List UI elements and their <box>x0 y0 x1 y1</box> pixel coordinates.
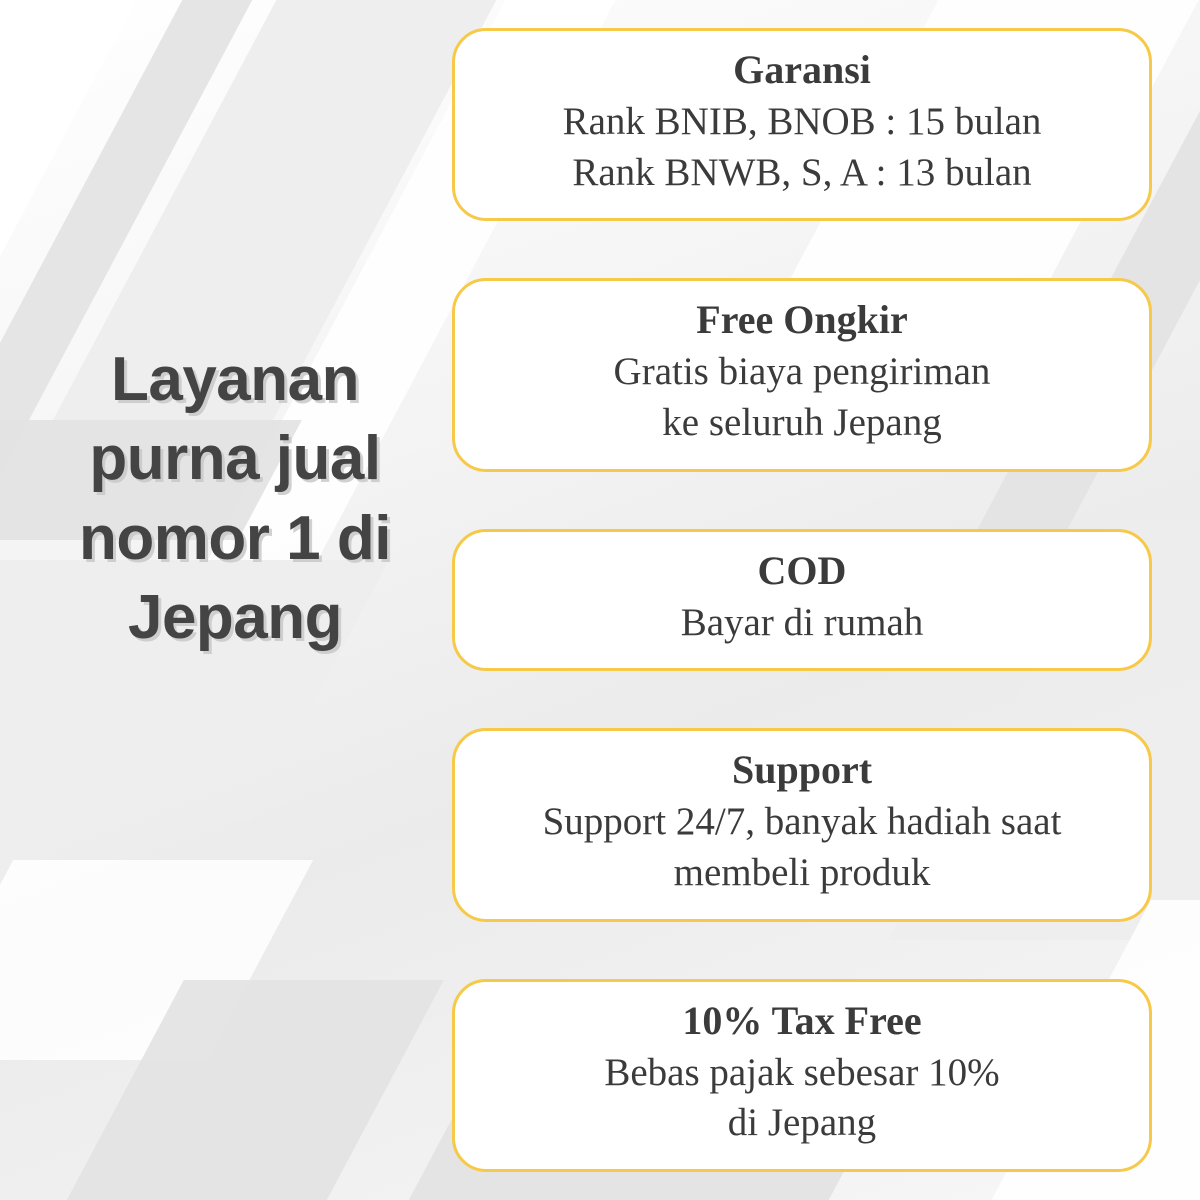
benefit-card-list <box>452 0 1152 1200</box>
card-body <box>481 347 1123 448</box>
card-body-line: Gratis biaya pengiriman <box>613 350 991 394</box>
benefit-card-tax-free <box>452 979 1152 1172</box>
card-body <box>481 97 1123 198</box>
benefit-card-support <box>452 728 1152 921</box>
card-body-line: Rank BNWB, S, A : 13 bulan <box>572 150 1032 194</box>
card-title: Garansi <box>733 47 871 92</box>
card-body-line: di Jepang <box>727 1101 877 1145</box>
card-body-line: Support 24/7, banyak hadiah saat <box>542 800 1062 844</box>
card-body-line: membeli produk <box>673 850 931 894</box>
card-body-line: Bebas pajak sebesar 10% <box>604 1050 1000 1094</box>
card-body-line: Rank BNIB, BNOB : 15 bulan <box>562 100 1042 143</box>
benefit-card-cod <box>452 529 1152 672</box>
card-body-line: Bayar di rumah <box>680 600 924 644</box>
card-body <box>481 598 1123 649</box>
card-body <box>481 1048 1123 1149</box>
card-body-line: ke seluruh Jepang <box>662 401 942 445</box>
page-title: Layanan purna jual nomor 1 di Jepang <box>79 345 391 653</box>
benefit-card-free-ongkir <box>452 278 1152 471</box>
benefit-card-garansi <box>452 28 1152 221</box>
card-title: Support <box>731 747 873 793</box>
card-title: 10% Tax Free <box>682 997 922 1043</box>
card-title: Free Ongkir <box>696 297 908 343</box>
card-body <box>481 797 1123 898</box>
card-title: COD <box>757 547 847 593</box>
